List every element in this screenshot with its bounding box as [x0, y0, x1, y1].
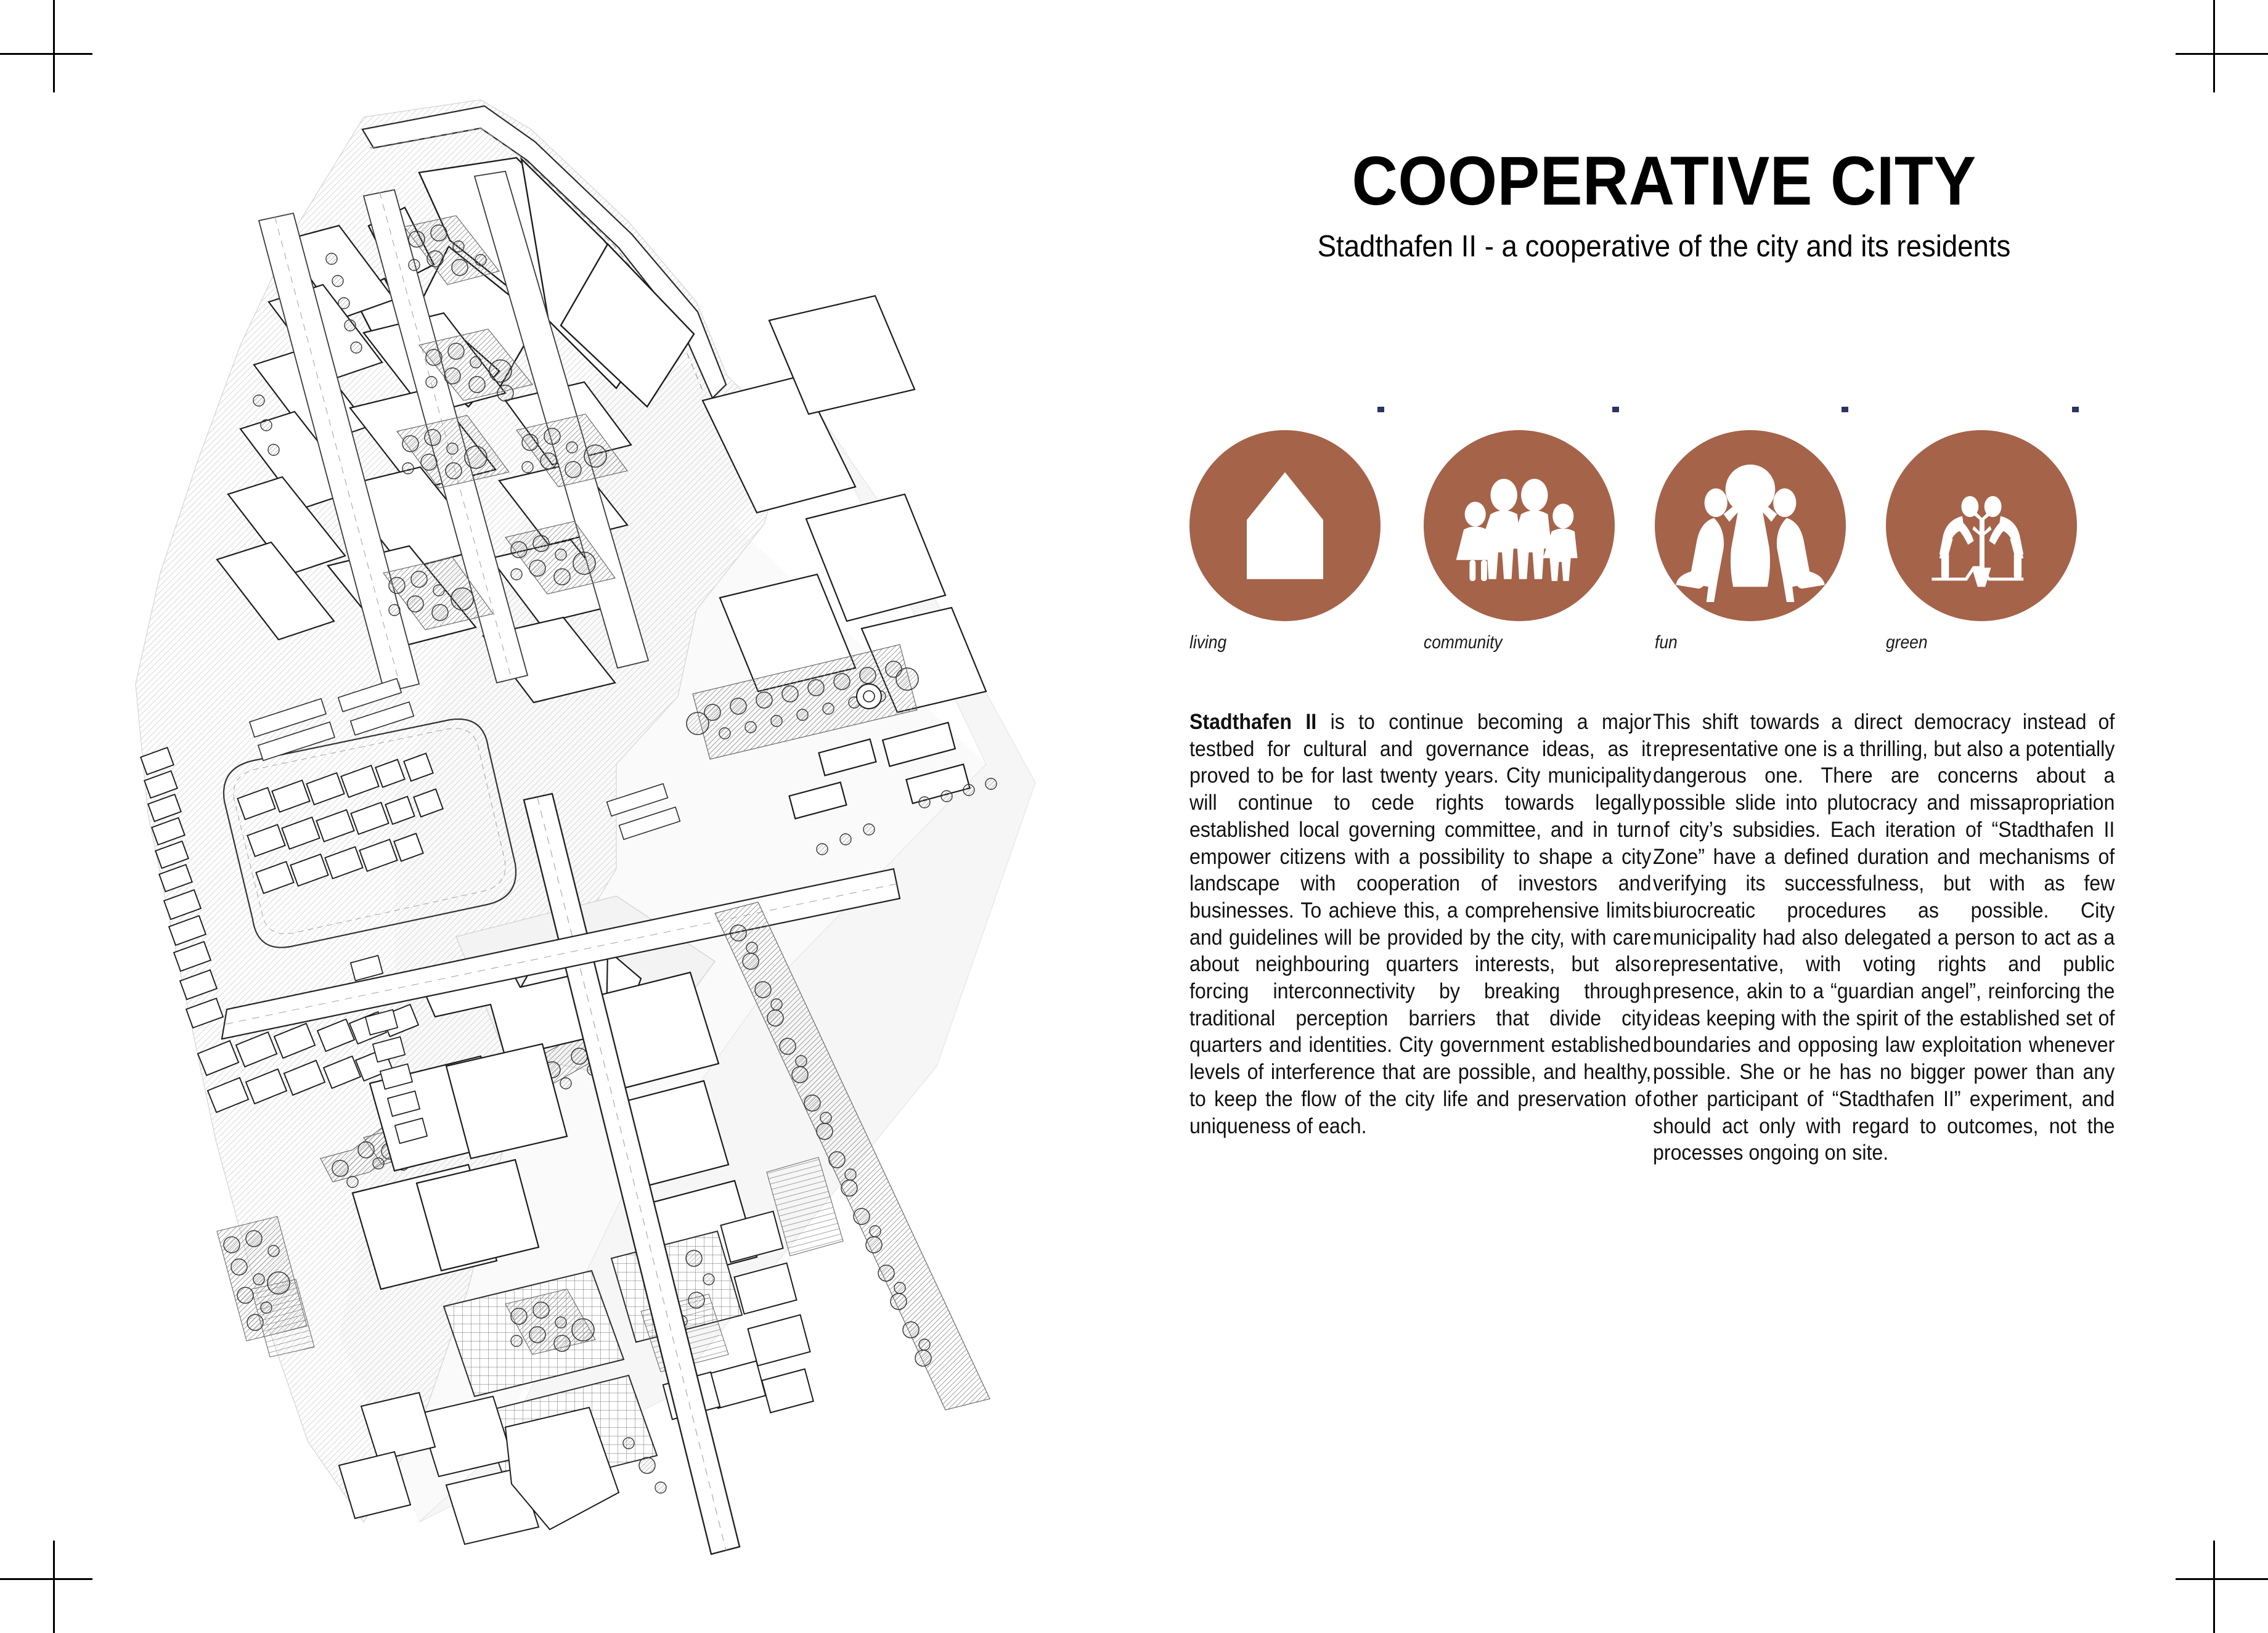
icon-label-fun: fun [1655, 632, 1678, 653]
crop-mark-bottom-right-horizontal [2176, 1578, 2268, 1580]
green-disc [1886, 430, 2077, 621]
page-subtitle: Stadthafen II - a cooperative of the city and its residents [1317, 230, 2011, 263]
concept-icon-community[interactable] [1424, 407, 1633, 653]
page-title: COOPERATIVE CITY [1352, 142, 1976, 219]
site-plan-figure [74, 55, 1177, 1584]
body-text-left: is to continue becoming a major testbed for cultural and governance ideas, as it proved to be for last twenty years. City municipality will continue to cede rights towards legally established local governing committee, and in turn empower citizens with a possibility to shape a city landscape with cooperation of investors and businesses. To achieve this, a comprehensive limits and guidelines will be provided by the city, with care about neighbouring quarters interests, but also forcing interconnectivity by breaking through traditional perception barriers that divide city quarters and identities. City government established levels of interference that are possible, and healthy, to keep the flow of the city life and preservation of uniqueness of each. [1189, 709, 1652, 1138]
concept-icon-living[interactable] [1189, 407, 1399, 653]
concept-icon-fun[interactable] [1655, 407, 1864, 653]
community-disc [1424, 430, 1615, 621]
icon-label-green: green [1886, 632, 1928, 653]
site-plan-roundabout [857, 684, 881, 709]
fun-disc [1655, 430, 1846, 621]
crop-mark-bottom-right-vertical [2213, 1541, 2215, 1633]
living-disc [1189, 430, 1381, 621]
content-column [1189, 0, 2188, 1633]
site-plan-drawing [74, 55, 1177, 1584]
body-column-right: This shift towards a direct democracy instead of representative one is a thrilling, but also a potentially dangerous one. There are concerns about a possible slide into plutocracy and missapropriation of city’s subsidies. Each iteration of “Stadthafen II Zone” have a defined duration and mechanisms of verifying its successfulness, but with as few biurocreatic procedures as possible. City municipality had also delegated a person to act as a representative, with voting rights and public presence, akin to a “guardian angel”, reinforcing the ideas keeping with the spirit of the established set of boundaries and opposing law exploitation whenever possible. She or he has no bigger power than any other participant of “Stadthafen II” experiment, and should act only with regard to outcomes, not the processes ongoing on site. [1653, 709, 2115, 1165]
icon-label-community: community [1424, 632, 1503, 653]
concept-icon-green[interactable] [1886, 407, 2095, 653]
body-lead-in: Stadthafen II [1189, 709, 1317, 734]
concept-icon-row [1189, 407, 2139, 666]
crop-mark-top-right-horizontal [2176, 53, 2268, 55]
family-group-icon [1424, 430, 1615, 621]
crop-mark-top-left-horizontal [0, 53, 92, 55]
crop-mark-top-left-vertical [53, 0, 55, 92]
house-icon [1189, 430, 1381, 621]
crop-mark-top-right-vertical [2213, 0, 2215, 92]
tree-planting-icon [1886, 430, 2077, 621]
icon-label-living: living [1189, 632, 1227, 653]
title-block [1189, 142, 2139, 263]
body-column-left [1189, 709, 1651, 1139]
people-playing-ball-icon [1655, 430, 1846, 621]
crop-mark-bottom-left-vertical [53, 1541, 55, 1633]
